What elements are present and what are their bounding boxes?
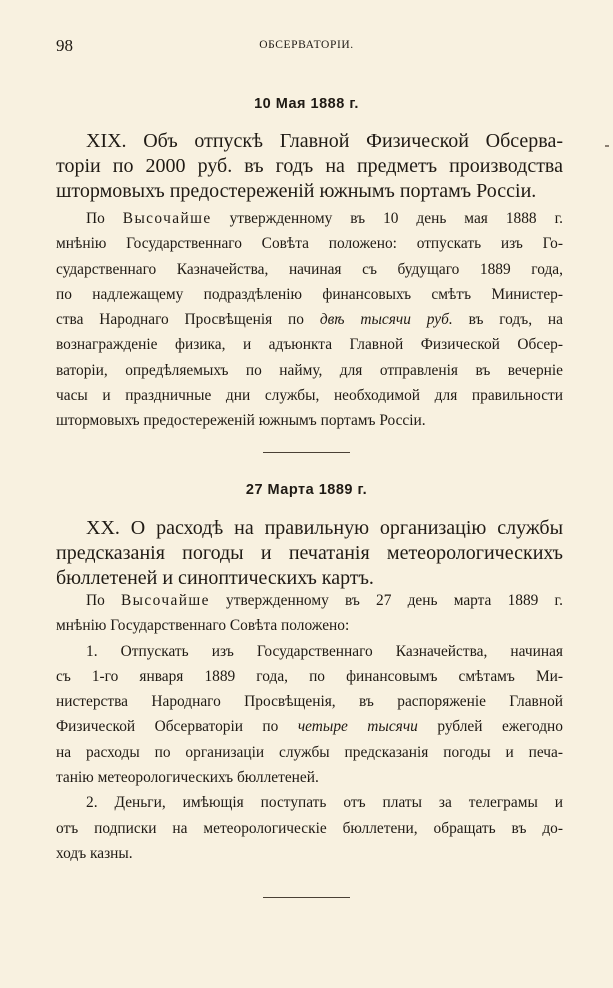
body-line: часы и праздничные дни службы, необходимой для правильности: [56, 387, 563, 405]
section-date: 10 Мая 1888 г.: [254, 96, 359, 112]
body-line: мнѣнію Государственнаго Совѣта положено: отпускать изъ Го-: [56, 235, 563, 253]
spaced-word: Высочайше: [122, 210, 212, 227]
body-line: штормовыхъ предостереженій южнымъ портамъ Россіи.: [56, 412, 426, 430]
title-line: XX. О расходѣ на правильную организацію службы: [86, 517, 563, 539]
section-body: [56, 206, 563, 434]
section-title: [56, 129, 563, 204]
body-line: нистерства Народнаго Просвѣщенія, въ распоряженіе Главной: [56, 693, 563, 711]
section-divider: [263, 452, 350, 453]
body-line: По Высочайше утвержденному въ 10 день мая 1888 г.: [86, 210, 563, 227]
title-line: бюллетеней и синоптическихъ картъ.: [56, 567, 374, 589]
page-number: 98: [56, 36, 73, 55]
body-line: 2. Деньги, имѣющія поступать отъ платы за телеграмы и: [86, 794, 563, 812]
body-line: на расходы по организаціи службы предсказанія погоды и печа-: [56, 743, 563, 761]
body-line: ходъ казны.: [56, 844, 133, 862]
title-line: торіи по 2000 руб. въ годъ на предметъ производства: [56, 155, 563, 177]
page-header: [56, 36, 557, 58]
title-line: предсказанія погоды и печатанія метеорологическихъ: [56, 542, 563, 564]
body-line: По Высочайше утвержденному въ 27 день марта 1889 г.: [86, 592, 563, 609]
italic-amount: четыре тысячи: [297, 718, 418, 736]
margin-mark: [605, 145, 609, 147]
section-divider: [263, 897, 350, 898]
body-line: танію метеорологическихъ бюллетеней.: [56, 769, 319, 787]
body-line: по надлежащему подраздѣленію финансовыхъ смѣтъ Министер-: [56, 285, 563, 303]
body-line: 1. Отпускать изъ Государственнаго Казначейства, начиная: [86, 642, 563, 660]
section-body: [56, 588, 563, 866]
italic-amount: двѣ тысячи руб.: [319, 311, 453, 329]
section-title: [56, 516, 563, 591]
body-line: вознагражденіе физика, и адъюнкта Главной Физической Обсер-: [56, 336, 563, 354]
body-line: съ 1-го января 1889 года, по финансовымъ смѣтамъ Ми-: [56, 667, 563, 685]
body-line: ства Народнаго Просвѣщенія по двѣ тысячи руб. въ годъ, на: [56, 311, 563, 329]
body-line: отъ подписки на метеорологическіе бюллетени, обращать въ до-: [56, 819, 563, 837]
body-line: мнѣнію Государственнаго Совѣта положено:: [56, 617, 350, 635]
title-line: штормовыхъ предостереженій южнымъ портамъ Россіи.: [56, 180, 537, 202]
running-title: ОБСЕРВАТОРІИ.: [259, 39, 354, 51]
spaced-word: Высочайше: [121, 592, 210, 609]
body-line: Физической Обсерваторіи по четыре тысячи рублей ежегодно: [56, 718, 563, 736]
section-date: 27 Марта 1889 г.: [245, 482, 368, 498]
body-line: ваторіи, опредѣляемыхъ по найму, для отправленія въ вечерніе: [56, 361, 563, 379]
body-line: сударственнаго Казначейства, начиная съ будущаго 1889 года,: [56, 260, 563, 278]
title-line: XIX. Объ отпускѣ Главной Физической Обсерва-: [86, 130, 563, 152]
